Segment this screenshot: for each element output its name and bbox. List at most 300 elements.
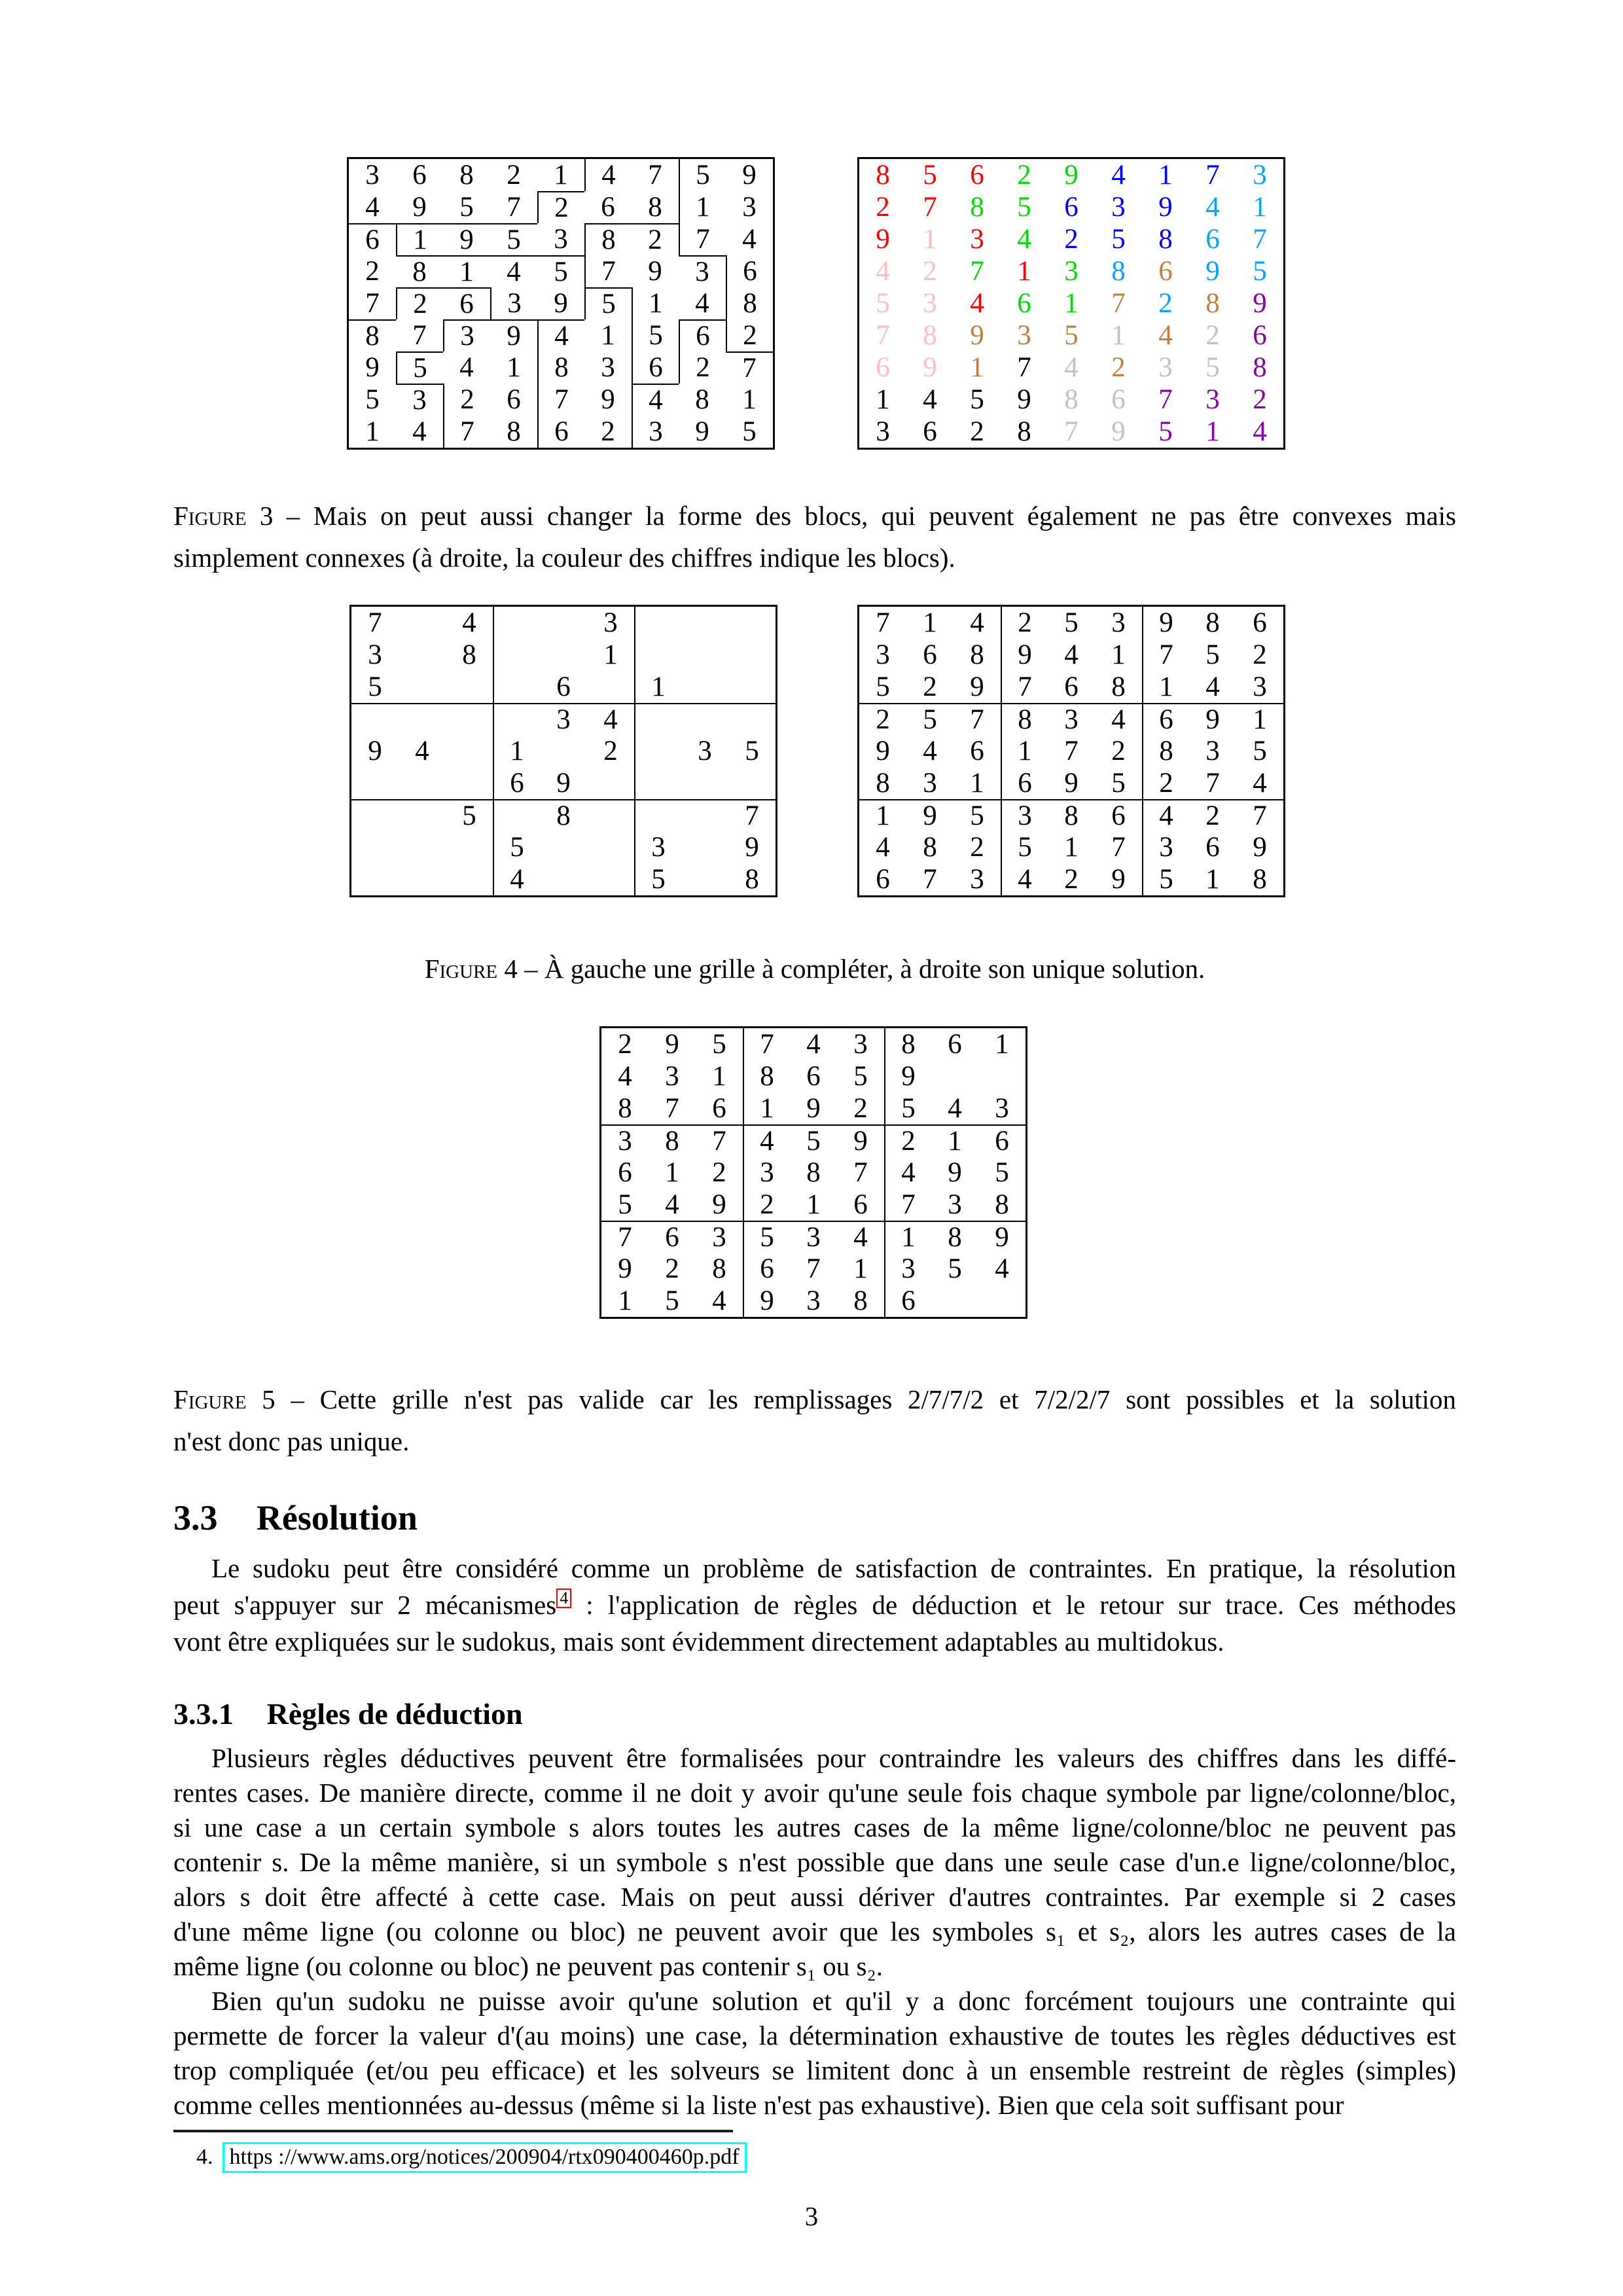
sudoku-cell: 4 (490, 255, 537, 287)
sudoku-cell: 8 (1205, 288, 1220, 319)
sudoku-cell: 6 (806, 1061, 821, 1092)
sudoku-cell: 5 (665, 1285, 679, 1316)
sudoku-cell (446, 703, 493, 735)
sudoku-cell: 1 (884, 1221, 931, 1253)
sudoku-cell: 9 (556, 768, 571, 798)
figure-label: Figure 5 (173, 1384, 276, 1414)
sudoku-cell: 9 (695, 416, 709, 447)
sudoku-cell: 4 (948, 1093, 962, 1124)
sudoku-cell (634, 799, 681, 831)
sudoku-cell: 2 (743, 1189, 790, 1221)
sudoku-cell: 7 (853, 1157, 868, 1188)
section-title: Résolution (256, 1498, 418, 1537)
sudoku-cell (493, 671, 540, 703)
sudoku-cell: 9 (618, 1253, 632, 1284)
sudoku-cell: 7 (876, 320, 890, 351)
sudoku-cell: 8 (923, 320, 937, 351)
sudoku-cell: 3 (1048, 703, 1095, 735)
sudoku-cell: 6 (632, 351, 679, 384)
sudoku-cell: 5 (632, 319, 679, 351)
sudoku-cell: 6 (923, 416, 937, 447)
sudoku-cell: 4 (995, 1253, 1009, 1284)
sudoku-cell: 3 (1158, 352, 1173, 383)
sudoku-cell: 6 (853, 1189, 868, 1220)
footnote-rule (173, 2130, 733, 2132)
sudoku-cell: 9 (745, 832, 759, 863)
sudoku-cell: 8 (970, 639, 984, 670)
sudoku-cell (399, 671, 446, 703)
sudoku-cell: 6 (493, 767, 540, 799)
sudoku-cell: 1 (1017, 256, 1031, 287)
sudoku-cell: 3 (490, 287, 537, 319)
sudoku-cell: 7 (1064, 416, 1079, 447)
sudoku-cell: 5 (1064, 320, 1079, 351)
sudoku-cell: 8 (540, 799, 587, 831)
sudoku-cell: 5 (1253, 736, 1267, 766)
sudoku-cell (728, 703, 776, 735)
sudoku-cell: 1 (712, 1061, 726, 1092)
sudoku-cell (446, 831, 493, 863)
sudoku-cell (493, 607, 540, 639)
sudoku-cell: 8 (743, 1060, 790, 1092)
sudoku-cell: 7 (1205, 160, 1220, 190)
sudoku-cell: 1 (601, 320, 615, 351)
sudoku-cell (931, 1060, 978, 1092)
sudoku-cell: 3 (1064, 256, 1079, 287)
sudoku-cell: 2 (970, 416, 984, 447)
sudoku-cell: 1 (632, 287, 679, 319)
sudoku-cell: 9 (884, 1060, 931, 1092)
sudoku-cell: 3 (876, 639, 890, 670)
sudoku-cell: 1 (995, 1029, 1009, 1060)
sudoku-cell (978, 1060, 1026, 1092)
sudoku-cell: 6 (923, 639, 937, 670)
sudoku-cell: 2 (970, 832, 984, 863)
sudoku-cell: 7 (923, 192, 937, 223)
sudoku-cell: 5 (618, 1189, 632, 1220)
sudoku-cell: 7 (1158, 384, 1173, 415)
sudoku-cell: 1 (923, 607, 937, 638)
sudoku-cell (634, 767, 681, 799)
sudoku-cell: 2 (679, 351, 726, 384)
sudoku-cell: 1 (1111, 320, 1126, 351)
deduction-paragraph-1 (173, 1741, 1456, 1984)
sudoku-cell: 3 (1001, 799, 1048, 831)
sudoku-cell: 9 (1142, 607, 1189, 639)
sudoku-cell: 6 (507, 384, 521, 415)
sudoku-cell: 6 (412, 160, 427, 190)
sudoku-cell: 5 (1064, 607, 1079, 638)
sudoku-cell: 4 (1111, 160, 1126, 190)
sudoku-cell: 5 (1205, 352, 1220, 383)
sudoku-cell (399, 863, 446, 895)
sudoku-cell: 5 (712, 1029, 726, 1060)
figure5-invalid-sudoku-grid (599, 1026, 1027, 1319)
sudoku-cell: 4 (1253, 768, 1267, 798)
sudoku-cell (399, 767, 446, 799)
sudoku-cell: 8 (712, 1253, 726, 1284)
sudoku-cell: 6 (1064, 192, 1079, 223)
sudoku-cell: 5 (1253, 256, 1267, 287)
sudoku-cell: 6 (1111, 384, 1126, 415)
sudoku-cell: 8 (1158, 224, 1173, 255)
sudoku-cell: 9 (1017, 384, 1031, 415)
caption-line: simplement connexes (à droite, la couleur des chiffres indique les blocs). (173, 543, 955, 573)
sudoku-cell: 3 (948, 1189, 962, 1220)
sudoku-cell (681, 767, 728, 799)
sudoku-cell: 2 (1001, 607, 1048, 639)
caption-line: n'est donc pas unique. (173, 1426, 410, 1456)
sudoku-cell: 2 (1158, 288, 1173, 319)
sudoku-cell: 6 (1095, 799, 1142, 831)
subsection-title: Règles de déduction (266, 1697, 523, 1731)
sudoku-cell (634, 607, 681, 639)
sudoku-cell: 5 (446, 799, 493, 831)
sudoku-cell (587, 799, 634, 831)
sudoku-cell: 1 (603, 639, 618, 670)
sudoku-cell: 6 (876, 352, 890, 383)
sudoku-cell: 5 (679, 159, 726, 191)
sudoku-cell: 9 (970, 672, 984, 702)
sudoku-cell: 2 (507, 160, 521, 190)
text-line: d'une même ligne (ou colonne ou bloc) ne peuvent avoir que les symboles s₁ et s₂, alors les autres cases de la (173, 1916, 1456, 1946)
sudoku-cell (681, 671, 728, 703)
caption-line (173, 1378, 1456, 1420)
text-line: si une case a un certain symbole s alors toutes les autres cases de la même ligne/colonne/bloc ne peuvent pas (173, 1812, 1456, 1842)
sudoku-cell: 5 (1001, 831, 1048, 863)
sudoku-cell: 4 (584, 159, 632, 191)
sudoku-cell: 4 (884, 1157, 931, 1189)
figure3-caption (173, 495, 1456, 579)
sudoku-cell: 8 (618, 1093, 632, 1124)
sudoku-cell: 6 (349, 223, 396, 255)
sudoku-cell (634, 703, 681, 735)
sudoku-cell (446, 863, 493, 895)
sudoku-cell: 8 (1017, 416, 1031, 447)
sudoku-cell: 4 (876, 832, 890, 863)
sudoku-cell: 5 (396, 351, 443, 384)
sudoku-cell: 2 (876, 192, 890, 223)
sudoku-cell: 9 (1189, 703, 1236, 735)
sudoku-cell: 4 (665, 1189, 679, 1220)
sudoku-cell: 5 (490, 223, 537, 255)
text-segment: : l'application de règles de déduction et le retour sur trace. Ces méthodes (571, 1590, 1457, 1620)
sudoku-cell: 9 (906, 799, 954, 831)
sudoku-cell (681, 799, 728, 831)
sudoku-cell: 4 (923, 384, 937, 415)
sudoku-cell: 8 (1142, 735, 1189, 767)
sudoku-cell: 8 (970, 192, 984, 223)
text-line (173, 1587, 1456, 1623)
sudoku-cell: 8 (507, 416, 521, 447)
sudoku-cell: 7 (1253, 224, 1267, 255)
caption-text: – Mais on peut aussi changer la forme des blocs, qui peuvent également ne pas être convexes mais (273, 501, 1457, 531)
sudoku-cell (681, 863, 728, 895)
sudoku-cell: 5 (1142, 863, 1189, 895)
footnote-url-link[interactable]: https ://www.ams.org/notices/200904/rtx090400460p.pdf (223, 2142, 747, 2173)
sudoku-cell: 5 (634, 863, 681, 895)
sudoku-cell: 8 (853, 1285, 868, 1316)
sudoku-cell: 3 (365, 160, 380, 190)
sudoku-cell (399, 639, 446, 671)
sudoku-cell (540, 831, 587, 863)
sudoku-cell: 8 (806, 1157, 821, 1188)
sudoku-cell: 1 (970, 768, 984, 798)
sudoku-cell (931, 1285, 978, 1317)
sudoku-cell: 7 (1236, 799, 1283, 831)
sudoku-cell: 7 (648, 160, 662, 190)
sudoku-cell: 4 (618, 1061, 632, 1092)
sudoku-cell (634, 735, 681, 767)
sudoku-cell: 9 (665, 1029, 679, 1060)
sudoku-cell: 1 (1001, 735, 1048, 767)
sudoku-cell: 6 (726, 255, 773, 287)
text-line: permette de forcer la valeur d'(au moins) une case, la détermination exhaustive de toutes les règles déductives est (173, 2020, 1456, 2051)
sudoku-cell: 7 (365, 288, 380, 319)
sudoku-cell: 7 (806, 1253, 821, 1284)
sudoku-cell: 3 (876, 416, 890, 447)
sudoku-cell: 4 (1253, 416, 1267, 447)
sudoku-cell: 7 (923, 864, 937, 895)
subsection-heading-regles-de-deduction (173, 1696, 523, 1731)
sudoku-cell: 2 (443, 384, 490, 416)
sudoku-cell: 2 (1253, 384, 1267, 415)
sudoku-cell: 2 (712, 1157, 726, 1188)
sudoku-cell: 1 (1142, 671, 1189, 703)
sudoku-cell: 4 (743, 1124, 790, 1157)
sudoku-cell: 9 (978, 1221, 1026, 1253)
sudoku-cell: 9 (1064, 768, 1079, 798)
text-line: vont être expliquées sur le sudokus, mais sont évidemment directement adaptables au multidokus. (173, 1626, 1224, 1657)
sudoku-cell: 2 (923, 256, 937, 287)
sudoku-cell: 4 (1158, 320, 1173, 351)
sudoku-cell: 4 (1205, 192, 1220, 223)
sudoku-cell: 9 (1158, 192, 1173, 223)
caption-line (173, 495, 1456, 537)
sudoku-cell: 8 (745, 864, 759, 895)
sudoku-cell: 6 (884, 1285, 931, 1317)
sudoku-cell: 4 (806, 1029, 821, 1060)
sudoku-cell (446, 735, 493, 767)
sudoku-cell: 6 (978, 1124, 1026, 1157)
sudoku-cell (587, 767, 634, 799)
sudoku-cell (587, 831, 634, 863)
sudoku-cell: 4 (1017, 224, 1031, 255)
sudoku-cell: 3 (995, 1093, 1009, 1124)
footnote-reference-marker[interactable]: 4 (556, 1588, 571, 1608)
sudoku-cell: 8 (1048, 799, 1095, 831)
sudoku-cell: 3 (679, 255, 726, 287)
sudoku-cell: 9 (970, 320, 984, 351)
sudoku-cell: 2 (1017, 160, 1031, 190)
text-line: Le sudoku peut être considéré comme un problème de satisfaction de contraintes. En pratique, la résolution (211, 1553, 1456, 1583)
sudoku-cell: 6 (556, 672, 571, 702)
figure5-caption (173, 1378, 1456, 1462)
sudoku-cell: 6 (712, 1093, 726, 1124)
sudoku-cell: 2 (1064, 224, 1079, 255)
sudoku-cell: 3 (601, 352, 615, 383)
sudoku-cell: 3 (853, 1029, 868, 1060)
sudoku-cell: 5 (743, 1221, 790, 1253)
sudoku-cell (540, 639, 587, 671)
sudoku-cell: 8 (1111, 256, 1126, 287)
sudoku-cell: 2 (853, 1093, 868, 1124)
sudoku-cell: 7 (1142, 639, 1189, 671)
sudoku-cell: 4 (412, 416, 427, 447)
sudoku-cell: 9 (365, 352, 380, 383)
sudoku-cell: 3 (396, 384, 443, 416)
sudoku-cell: 4 (632, 384, 679, 416)
sudoku-cell: 3 (540, 703, 587, 735)
sudoku-cell (540, 863, 587, 895)
sudoku-cell: 5 (742, 416, 757, 447)
sudoku-cell: 3 (970, 224, 984, 255)
sudoku-cell: 3 (1017, 320, 1031, 351)
sudoku-cell: 1 (923, 224, 937, 255)
sudoku-cell: 8 (695, 384, 709, 415)
figure-label: Figure 4 (424, 954, 518, 984)
subsection-number: 3.3.1 (173, 1697, 234, 1731)
sudoku-cell: 7 (954, 703, 1001, 735)
sudoku-cell: 1 (1064, 832, 1079, 863)
sudoku-cell: 5 (493, 831, 540, 863)
caption-text: – À gauche une grille à compléter, à droite son unique solution. (517, 954, 1205, 984)
sudoku-cell: 4 (923, 736, 937, 766)
sudoku-cell: 3 (601, 1124, 649, 1157)
sudoku-cell: 2 (923, 672, 937, 702)
sudoku-cell: 3 (1142, 831, 1189, 863)
sudoku-cell (493, 799, 540, 831)
sudoku-cell: 3 (790, 1221, 837, 1253)
sudoku-cell: 5 (459, 192, 474, 223)
sudoku-cell: 7 (726, 351, 773, 384)
sudoku-cell: 7 (443, 416, 490, 448)
sudoku-cell: 7 (584, 255, 632, 287)
sudoku-cell: 9 (490, 319, 537, 351)
sudoku-cell: 7 (601, 1221, 649, 1253)
sudoku-cell (493, 639, 540, 671)
sudoku-cell: 1 (634, 671, 681, 703)
sudoku-cell: 2 (1205, 320, 1220, 351)
sudoku-cell: 3 (443, 319, 490, 351)
text-line: contenir s. De la même manière, si un symbole s n'est possible que dans une seule case d'un.e ligne/colonne/bloc, (173, 1847, 1456, 1877)
sudoku-cell: 1 (1111, 639, 1126, 670)
sudoku-cell: 9 (1001, 639, 1048, 671)
sudoku-cell (399, 799, 446, 831)
text-line: trop compliquée (et/ou peu efficace) et les solveurs se limitent donc à un ensemble restreint de règles (simples) (173, 2055, 1456, 2085)
sudoku-cell: 7 (507, 192, 521, 223)
sudoku-cell: 8 (584, 223, 632, 255)
sudoku-cell: 4 (462, 607, 476, 638)
sudoku-cell: 3 (1205, 736, 1220, 766)
sudoku-cell: 9 (443, 223, 490, 255)
sudoku-cell: 9 (837, 1124, 884, 1157)
sudoku-cell (728, 607, 776, 639)
sudoku-cell: 1 (853, 1253, 868, 1284)
sudoku-cell: 1 (806, 1189, 821, 1220)
sudoku-cell: 5 (1111, 224, 1126, 255)
sudoku-cell: 4 (970, 288, 984, 319)
text-segment: peut s'appuyer sur 2 mécanismes (173, 1590, 557, 1620)
sudoku-cell (399, 607, 446, 639)
sudoku-cell: 6 (1017, 288, 1031, 319)
sudoku-cell: 7 (665, 1093, 679, 1124)
sudoku-cell: 8 (876, 768, 890, 798)
sudoku-cell: 9 (648, 256, 662, 287)
sudoku-cell: 3 (634, 831, 681, 863)
page-number: 3 (804, 2201, 819, 2231)
sudoku-cell: 9 (554, 288, 568, 319)
sudoku-cell: 9 (368, 736, 382, 766)
sudoku-cell: 7 (728, 799, 776, 831)
sudoku-cell: 9 (1064, 160, 1079, 190)
sudoku-cell: 1 (443, 255, 490, 287)
sudoku-cell: 6 (601, 192, 615, 223)
sudoku-cell: 1 (554, 160, 568, 190)
sudoku-cell: 1 (618, 1285, 632, 1316)
sudoku-cell: 3 (698, 736, 712, 766)
sudoku-cell: 1 (876, 384, 890, 415)
sudoku-cell: 4 (1001, 863, 1048, 895)
caption-text: – Cette grille n'est pas valide car les remplissages 2/7/7/2 et 7/2/2/7 sont possibles et la solution (275, 1384, 1456, 1414)
sudoku-cell: 3 (368, 639, 382, 670)
sudoku-cell: 2 (618, 1029, 632, 1060)
sudoku-cell: 8 (1001, 703, 1048, 735)
sudoku-cell: 8 (876, 160, 890, 190)
sudoku-cell: 9 (1205, 256, 1220, 287)
sudoku-cell: 4 (876, 256, 890, 287)
sudoku-cell: 4 (587, 703, 634, 735)
sudoku-cell (978, 1285, 1026, 1317)
sudoku-cell: 5 (1111, 768, 1126, 798)
sudoku-cell: 8 (995, 1189, 1009, 1220)
sudoku-cell: 5 (954, 799, 1001, 831)
sudoku-cell: 8 (649, 1124, 696, 1157)
sudoku-cell: 2 (601, 416, 615, 447)
sudoku-cell: 2 (1111, 352, 1126, 383)
sudoku-cell: 1 (1253, 192, 1267, 223)
sudoku-cell: 3 (806, 1285, 821, 1316)
sudoku-cell: 8 (648, 192, 662, 223)
sudoku-cell: 5 (1205, 639, 1220, 670)
sudoku-cell: 2 (665, 1253, 679, 1284)
sudoku-cell: 5 (537, 255, 584, 287)
sudoku-cell: 9 (1111, 416, 1126, 447)
figure3-colored-sudoku-grid (857, 157, 1285, 450)
sudoku-cell: 6 (679, 319, 726, 351)
sudoku-cell: 4 (1064, 352, 1079, 383)
sudoku-cell: 3 (632, 416, 679, 448)
sudoku-cell: 8 (537, 351, 584, 384)
sudoku-cell: 5 (1017, 192, 1031, 223)
sudoku-cell: 6 (649, 1221, 696, 1253)
sudoku-cell: 5 (1158, 416, 1173, 447)
sudoku-cell: 1 (859, 799, 906, 831)
sudoku-cell: 6 (618, 1157, 632, 1188)
sudoku-cell: 6 (1205, 224, 1220, 255)
sudoku-cell: 2 (396, 287, 443, 319)
sudoku-cell: 8 (884, 1028, 931, 1060)
sudoku-cell (728, 767, 776, 799)
caption-line (173, 948, 1456, 990)
sudoku-cell: 6 (1253, 320, 1267, 351)
sudoku-cell: 2 (603, 736, 618, 766)
sudoku-cell: 3 (554, 224, 568, 255)
sudoku-cell (681, 639, 728, 671)
sudoku-cell: 2 (1142, 767, 1189, 799)
sudoku-cell (681, 831, 728, 863)
sudoku-cell (351, 703, 399, 735)
